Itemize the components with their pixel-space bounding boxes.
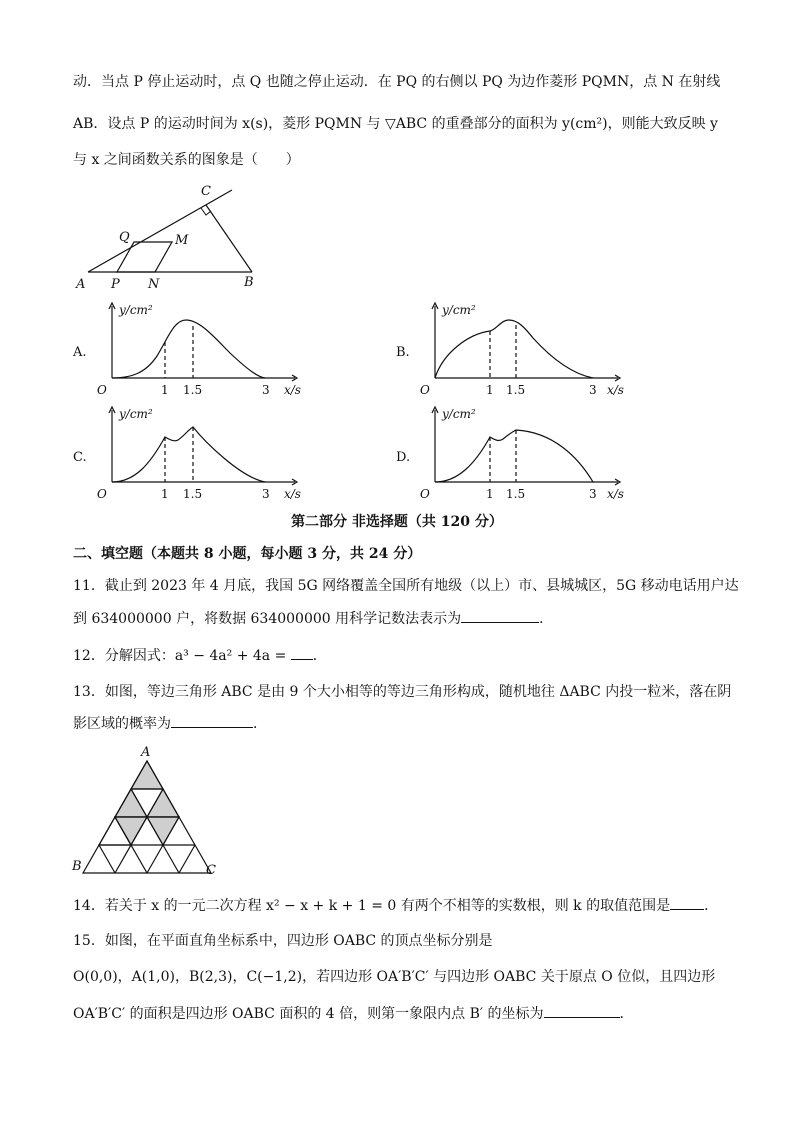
tick-3: 3: [589, 383, 597, 397]
tick-1-5: 1.5: [183, 487, 203, 501]
axis-x-label: x/s: [607, 487, 624, 501]
q15-line1: 15．如图，在平面直角坐标系中，四边形 OABC 的顶点坐标分别是: [73, 933, 493, 949]
q13-triangle-figure: [70, 740, 230, 880]
origin-label: O: [420, 487, 430, 501]
origin-label: O: [97, 487, 107, 501]
axis-y-label: y/cm²: [119, 303, 153, 317]
tick-3: 3: [589, 487, 597, 501]
fig-label-A: A: [76, 277, 86, 292]
option-d-graph: [413, 402, 633, 507]
option-b-graph: [413, 298, 633, 403]
tick-1-5: 1.5: [183, 383, 203, 397]
tick-1-5: 1.5: [506, 487, 526, 501]
q11-answer-blank[interactable]: [461, 608, 539, 623]
q14-line: 14．若关于 x 的一元二次方程 x² − x + k + 1 = 0 有两个不相等的实数根，则 k 的取值范围是 ．: [73, 895, 733, 916]
tick-1: 1: [486, 487, 494, 501]
axis-y-label: y/cm²: [442, 407, 476, 421]
tri-label-C: C: [206, 863, 216, 878]
q10-line1: 动．当点 P 停止运动时，点 Q 也随之停止运动．在 PQ 的右侧以 PQ 为边作菱形 PQMN，点 N 在射线: [73, 74, 721, 90]
q15-line3: OA′B′C′ 的面积是四边形 OABC 面积的 4 倍，则第一象限内点 B′ 的坐标为 ．: [73, 1003, 733, 1024]
tri-label-A: A: [141, 745, 151, 760]
tick-3: 3: [262, 487, 270, 501]
option-a-letter: A.: [73, 345, 87, 360]
tick-1: 1: [161, 383, 169, 397]
axis-x-label: x/s: [284, 383, 301, 397]
q15-answer-blank[interactable]: [544, 1003, 620, 1018]
section2-title: 第二部分 非选择题（共 120 分）: [291, 514, 503, 530]
axis-y-label: y/cm²: [442, 303, 476, 317]
q12-line: 12．分解因式：a³ − 4a² + 4a = ．: [73, 645, 733, 666]
fig-label-B: B: [244, 275, 254, 290]
q15-line2: O(0,0)，A(1,0)，B(2,3)，C(−1,2)，若四边形 OA′B′C′ 与四边形 OABC 关于原点 O 位似，且四边形: [73, 969, 716, 985]
tick-3: 3: [262, 383, 270, 397]
option-a-graph: [90, 298, 310, 403]
tick-1: 1: [486, 383, 494, 397]
section-fill-title: 二、填空题（本题共 8 小题，每小题 3 分，共 24 分）: [73, 546, 422, 562]
q15-text: OA′B′C′ 的面积是四边形 OABC 面积的 4 倍，则第一象限内点 B′ 的坐标为: [73, 1006, 544, 1022]
origin-label: O: [97, 383, 107, 397]
q11-line1: 11．截止到 2023 年 4 月底，我国 5G 网络覆盖全国所有地级（以上）市、县城城区，5G 移动电话用户达: [73, 578, 739, 594]
tri-label-B: B: [72, 859, 82, 874]
q12-answer-blank[interactable]: [291, 645, 313, 660]
fig-label-M: M: [175, 233, 189, 248]
fig-label-C: C: [201, 184, 211, 199]
q13-answer-blank[interactable]: [171, 713, 253, 728]
q14-answer-blank[interactable]: [670, 895, 704, 910]
q13-line2: 影区域的概率为 ．: [73, 713, 733, 734]
fig-label-Q: Q: [119, 230, 130, 245]
axis-x-label: x/s: [284, 487, 301, 501]
q10-line2: AB．设点 P 的运动时间为 x(s)，菱形 PQMN 与 ▽ABC 的重叠部分的面积为 y(cm²)，则能大致反映 y: [73, 116, 718, 132]
q13-text: 影区域的概率为: [73, 716, 171, 732]
option-c-graph: [90, 402, 310, 507]
fig-label-N: N: [148, 277, 160, 292]
option-c-letter: C.: [73, 450, 87, 465]
q10-rhombus-figure: [70, 180, 270, 295]
q11-text: 到 634000000 户，将数据 634000000 用科学记数法表示为: [73, 611, 462, 627]
tick-1: 1: [161, 487, 169, 501]
origin-label: O: [420, 383, 430, 397]
option-d-letter: D.: [396, 450, 411, 465]
q14-text: 14．若关于 x 的一元二次方程 x² − x + k + 1 = 0 有两个不相等的实数根，则 k 的取值范围是: [73, 898, 671, 914]
option-b-letter: B.: [396, 345, 410, 360]
axis-y-label: y/cm²: [119, 407, 153, 421]
q11-line2: 到 634000000 户，将数据 634000000 用科学记数法表示为 ．: [73, 608, 733, 629]
q10-line3: 与 x 之间函数关系的图象是（ ）: [73, 152, 300, 168]
axis-x-label: x/s: [607, 383, 624, 397]
q12-text: 12．分解因式：a³ − 4a² + 4a =: [73, 648, 287, 664]
tick-1-5: 1.5: [506, 383, 526, 397]
fig-label-P: P: [111, 277, 120, 292]
q13-line1: 13．如图，等边三角形 ABC 是由 9 个大小相等的等边三角形构成，随机地往 ΔABC 内投一粒米，落在阴: [73, 684, 732, 700]
